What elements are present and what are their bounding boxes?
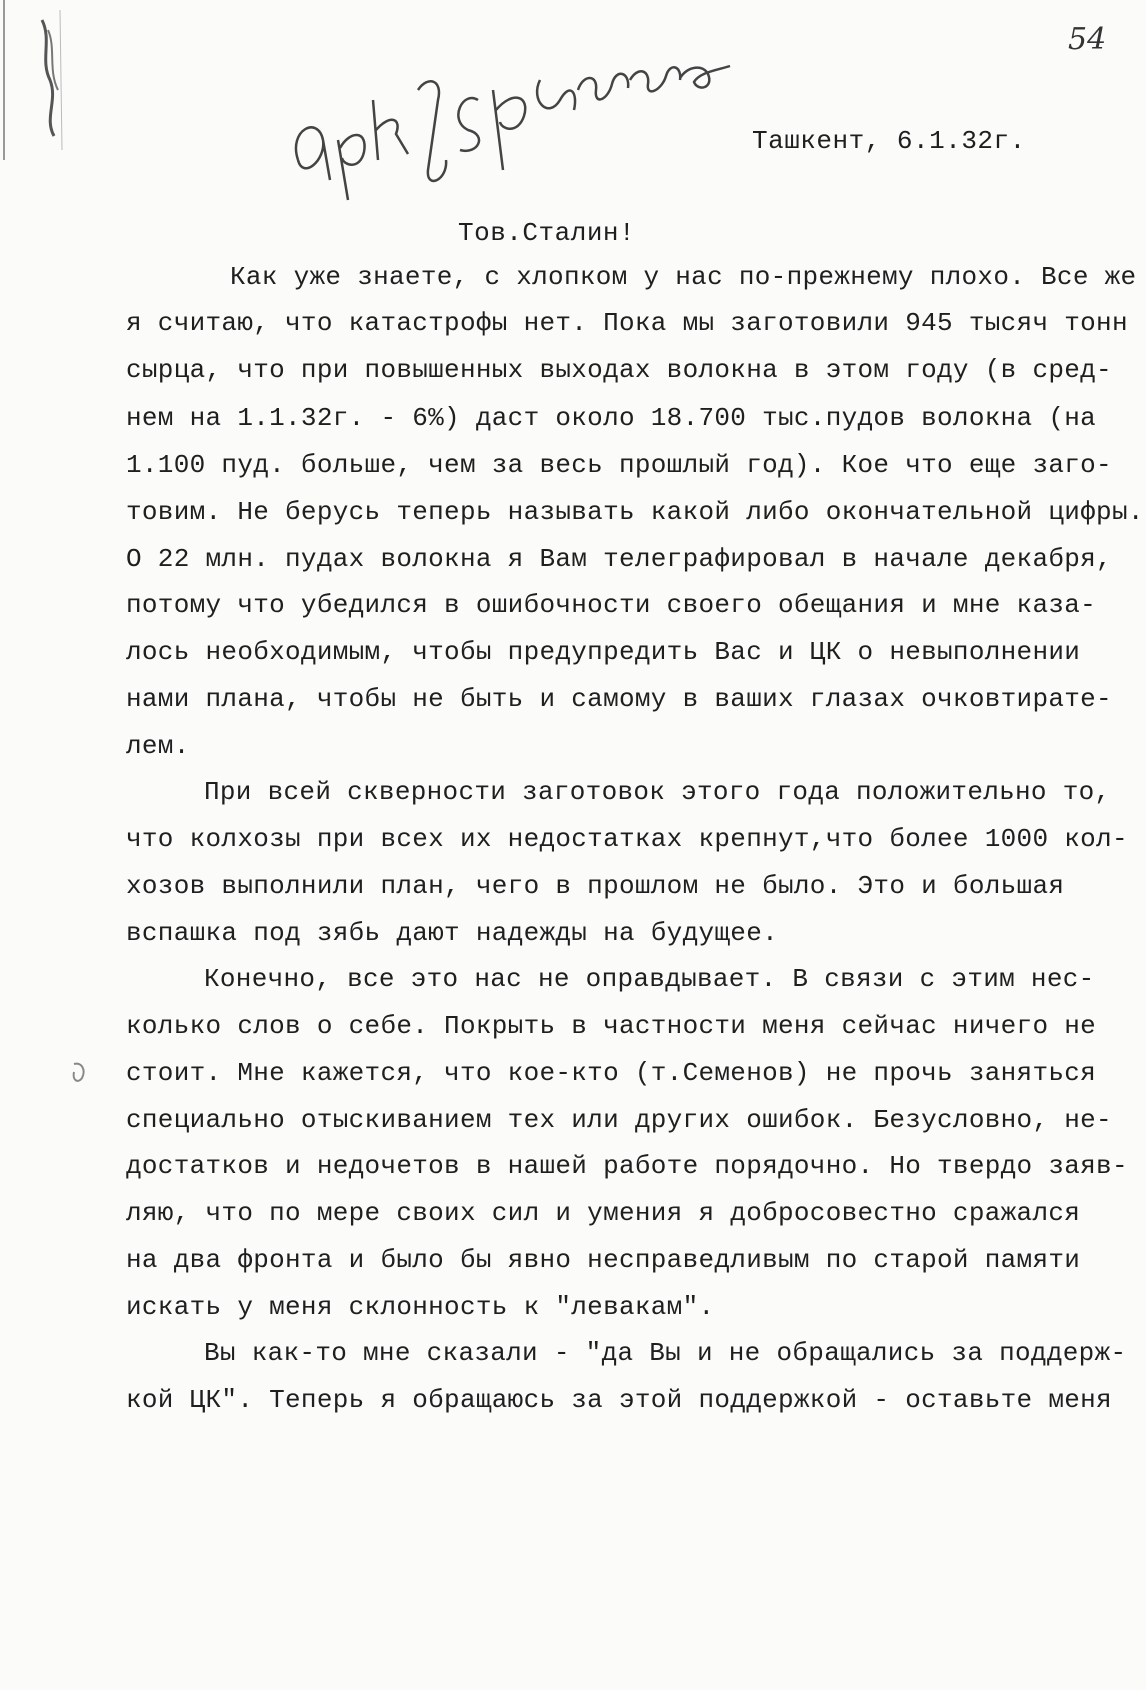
punch-hole-mark [70, 1060, 88, 1086]
body-line: на два фронта и было бы явно несправедливым по старой памяти [126, 1245, 1081, 1275]
body-line: При всей скверности заготовок этого года положительно то, [204, 777, 1111, 807]
body-line: лось необходимым, чтобы предупредить Вас и ЦК о невыполнении [126, 637, 1081, 667]
body-line: что колхозы при всех их недостатках крепнут,что более 1000 кол- [126, 824, 1128, 854]
body-line: Вы как-то мне сказали - "да Вы и не обращались за поддерж- [204, 1338, 1127, 1368]
archive-annotation-handwriting [278, 30, 738, 230]
body-line: искать у меня склонность к "левакам". [126, 1292, 715, 1322]
body-line: Как уже знаете, с хлопком у нас по-прежнему плохо. Все же [230, 262, 1137, 292]
body-line: товим. Не берусь теперь называть какой либо окончательной цифры. [126, 497, 1144, 527]
body-line: О 22 млн. пудах волокна я Вам телеграфировал в начале декабря, [126, 544, 1112, 574]
body-line: сырца, что при повышенных выходах волокна в этом году (в сред- [126, 355, 1112, 385]
body-line: достатков и недочетов в нашей работе порядочно. Но твердо заяв- [126, 1151, 1128, 1181]
body-line: Конечно, все это нас не оправдывает. В связи с этим нес- [204, 964, 1095, 994]
body-line: хозов выполнили план, чего в прошлом не было. Это и большая [126, 871, 1065, 901]
place-and-date: Ташкент, 6.1.32г. [752, 126, 1026, 156]
body-line: вспашка под зябь дают надежды на будущее. [126, 918, 779, 948]
body-line: нем на 1.1.32г. - 6%) даст около 18.700 тыс.пудов волокна (на [126, 403, 1097, 433]
body-line: нами плана, чтобы не быть и самому в ваших глазах очковтирате- [126, 684, 1112, 714]
body-line: колько слов о себе. Покрыть в частности меня сейчас ничего не [126, 1011, 1097, 1041]
body-line: ляю, что по мере своих сил и умения я добросовестно сражался [126, 1198, 1081, 1228]
body-line: 1.100 пуд. больше, чем за весь прошлый год). Кое что еще заго- [126, 450, 1112, 480]
body-line: стоит. Мне кажется, что кое-кто (т.Семенов) не прочь заняться [126, 1058, 1097, 1088]
binding-edge [0, 0, 78, 160]
page-number: 54 [1068, 22, 1107, 57]
body-line: я считаю, что катастрофы нет. Пока мы заготовили 945 тысяч тонн [126, 308, 1128, 338]
body-line: специально отыскиванием тех или других ошибок. Безусловно, не- [126, 1105, 1112, 1135]
body-line: потому что убедился в ошибочности своего обещания и мне каза- [126, 590, 1097, 620]
body-line: кой ЦК". Теперь я обращаюсь за этой поддержкой - оставьте меня [126, 1385, 1112, 1415]
salutation: Тов.Сталин! [458, 218, 636, 248]
body-line: лем. [126, 731, 190, 761]
